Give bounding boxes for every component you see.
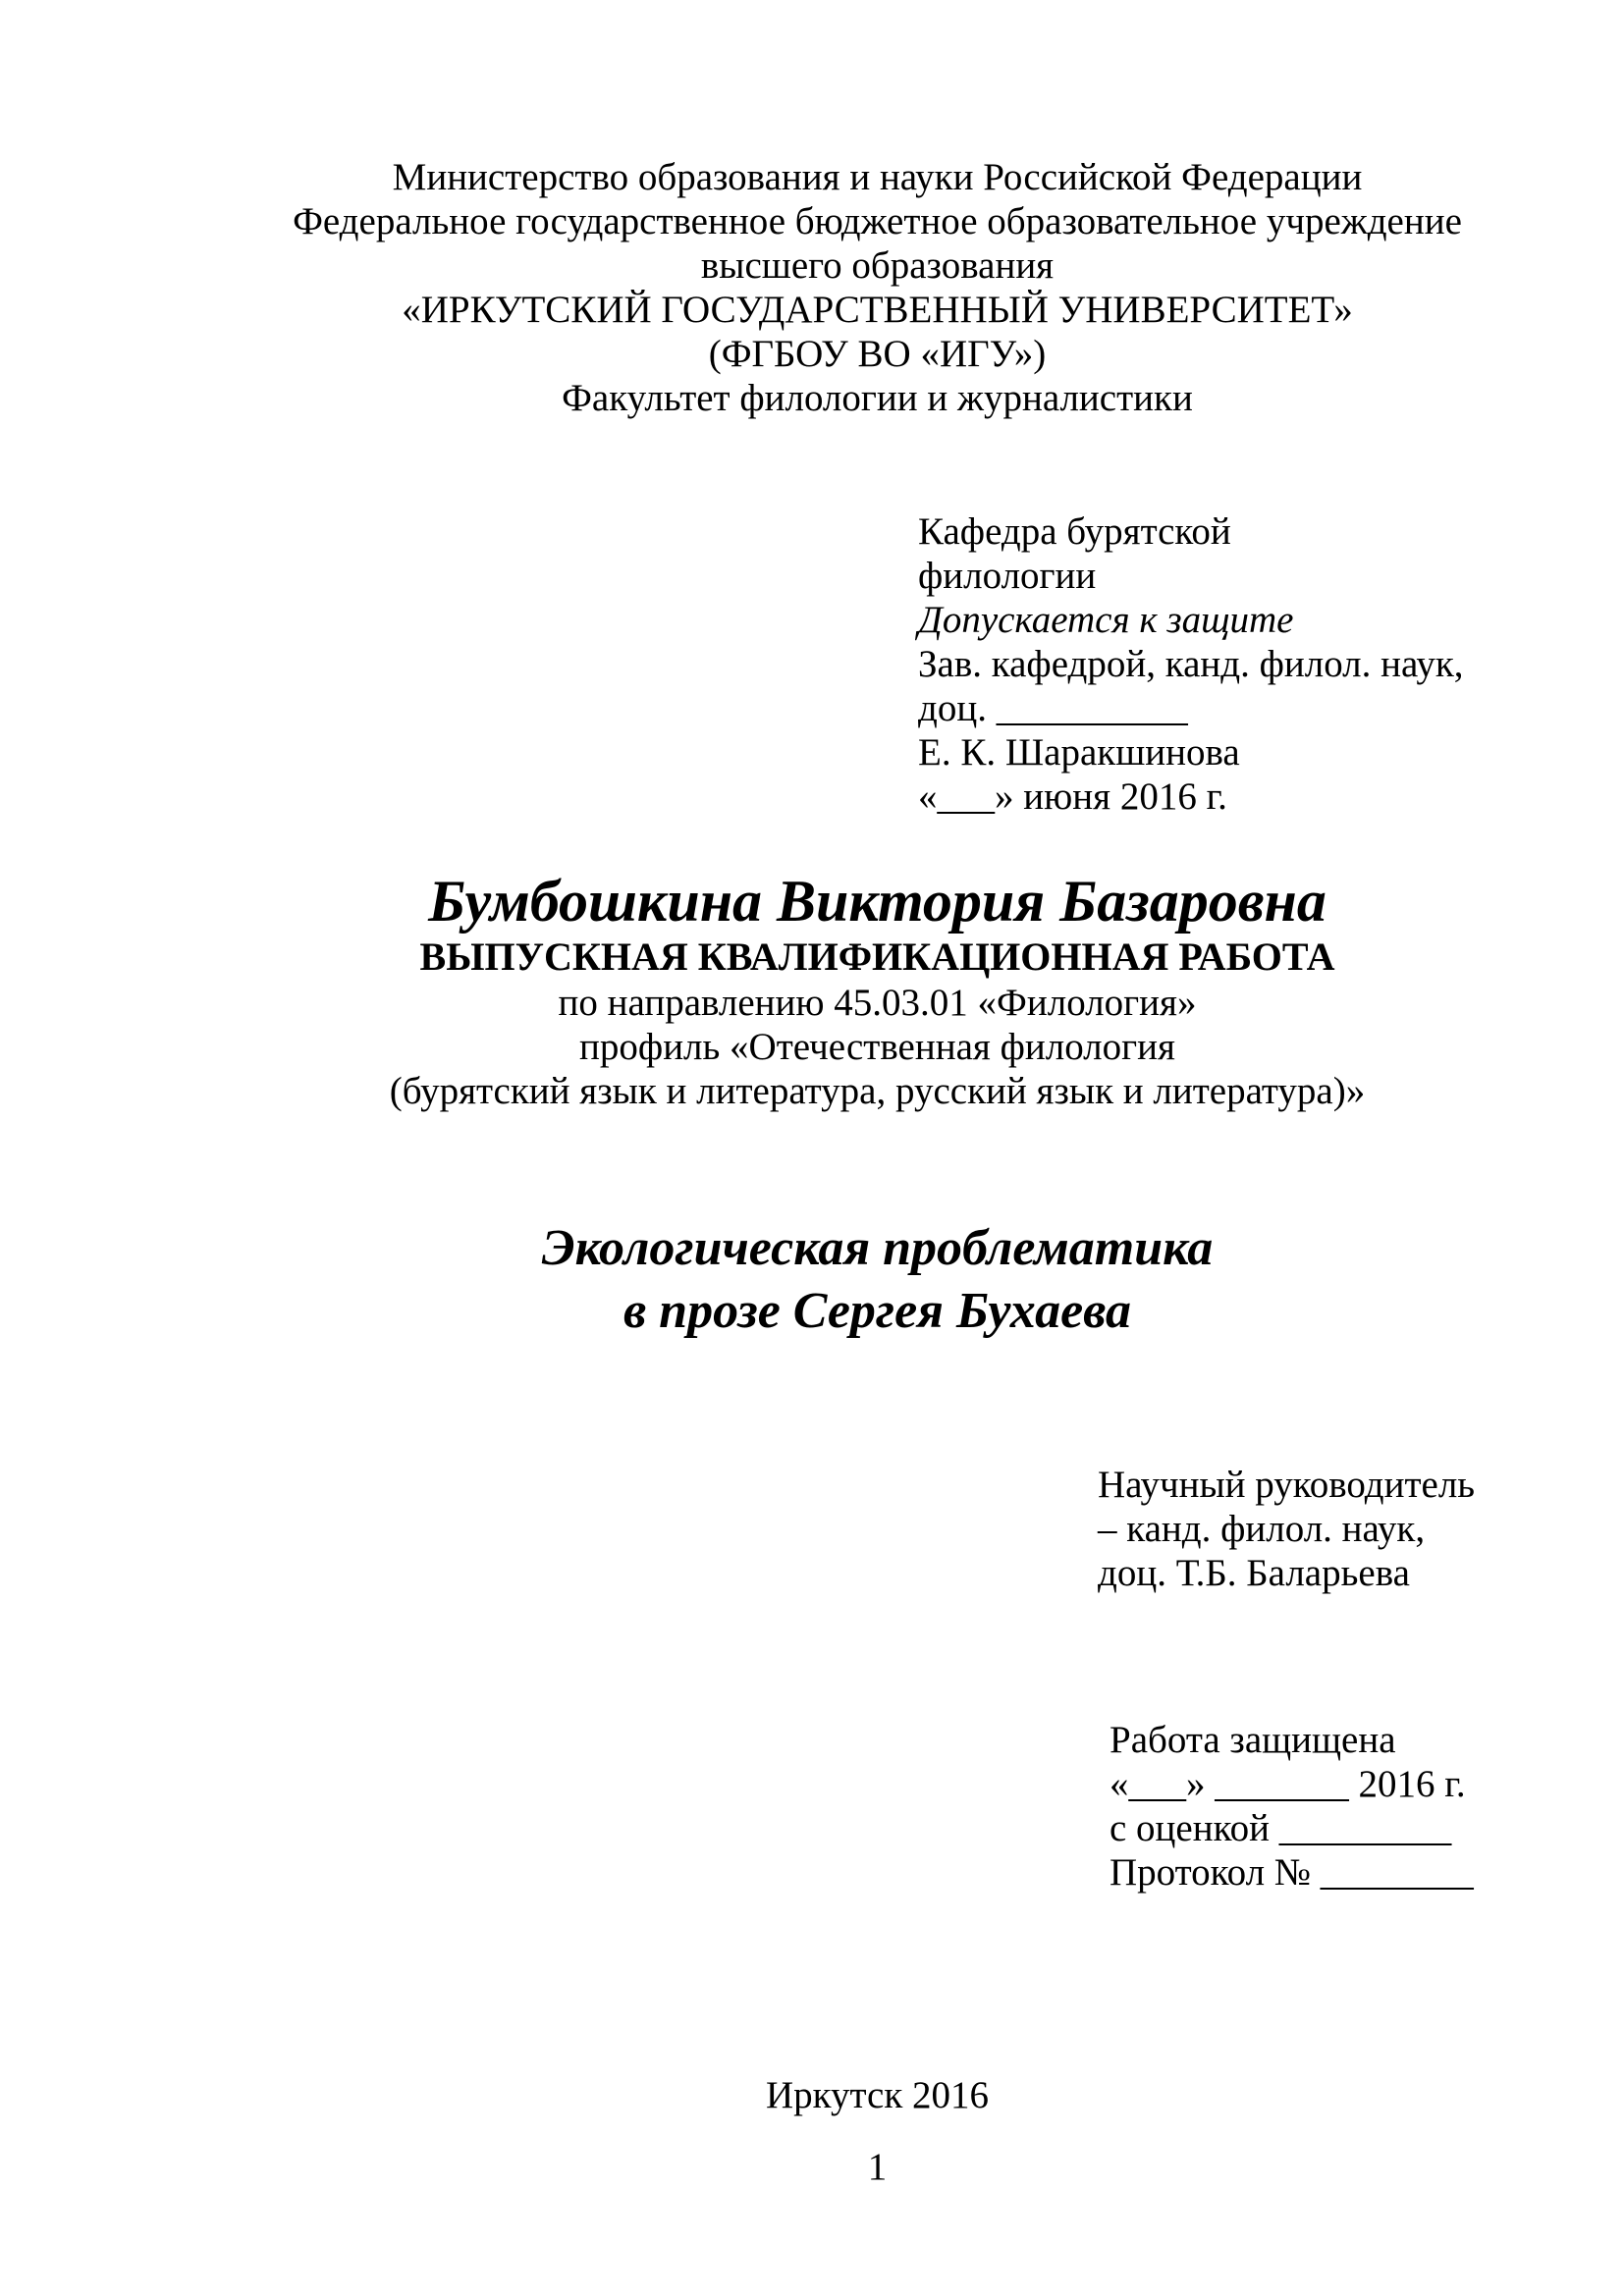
defence-date-line: «___» _______ 2016 г. bbox=[1110, 1763, 1466, 1805]
department-line-2: филологии bbox=[918, 555, 1097, 597]
head-signature-line: доц. __________ bbox=[918, 687, 1188, 729]
education-level-line: высшего образования bbox=[700, 244, 1055, 287]
approval-date-line: «___» июня 2016 г. bbox=[918, 775, 1227, 818]
supervisor-label: Научный руководитель bbox=[1098, 1464, 1476, 1506]
document-header bbox=[0, 155, 1624, 420]
admission-note: Допускается к защите bbox=[918, 599, 1294, 641]
profile-detail-line: (бурятский язык и литература, русский язык и литература)» bbox=[389, 1070, 1366, 1112]
institution-type-line: Федеральное государственное бюджетное образовательное учреждение bbox=[293, 200, 1462, 242]
profile-line: профиль «Отечественная филология bbox=[579, 1026, 1175, 1068]
head-title-line: Зав. кафедрой, канд. филол. наук, bbox=[918, 643, 1464, 685]
defence-block bbox=[1110, 1718, 1474, 1895]
thesis-title-line-1: Экологическая проблематика bbox=[541, 1220, 1214, 1276]
department-line-1: Кафедра бурятской bbox=[918, 510, 1231, 553]
author-name: Бумбошкина Виктория Базаровна bbox=[428, 869, 1326, 934]
approval-block bbox=[918, 509, 1464, 819]
head-name-line: Е. К. Шаракшинова bbox=[918, 731, 1240, 774]
university-abbr-line: (ФГБОУ ВО «ИГУ») bbox=[708, 333, 1047, 375]
supervisor-name: доц. Т.Б. Баларьева bbox=[1098, 1552, 1410, 1594]
defence-protocol-line: Протокол № ________ bbox=[1110, 1851, 1474, 1894]
thesis-title bbox=[0, 1217, 1624, 1343]
supervisor-degree: – канд. филол. наук, bbox=[1098, 1508, 1426, 1550]
author-block bbox=[0, 869, 1624, 1113]
defence-label: Работа защищена bbox=[1110, 1719, 1396, 1761]
work-type: ВЫПУСКНАЯ КВАЛИФИКАЦИОННАЯ РАБОТА bbox=[419, 934, 1335, 979]
supervisor-block bbox=[1098, 1463, 1475, 1595]
city-year: Иркутск 2016 bbox=[765, 2074, 990, 2116]
ministry-line: Министерство образования и науки Российской Федерации bbox=[392, 156, 1363, 198]
university-name-line: «ИРКУТСКИЙ ГОСУДАРСТВЕННЫЙ УНИВЕРСИТЕТ» bbox=[402, 289, 1353, 331]
page-number: 1 bbox=[867, 2146, 888, 2188]
direction-line: по направлению 45.03.01 «Филология» bbox=[558, 982, 1197, 1024]
faculty-line: Факультет филологии и журналистики bbox=[562, 377, 1193, 419]
thesis-title-line-2: в прозе Сергея Бухаева bbox=[623, 1283, 1132, 1339]
defence-grade-line: с оценкой _________ bbox=[1110, 1807, 1452, 1849]
